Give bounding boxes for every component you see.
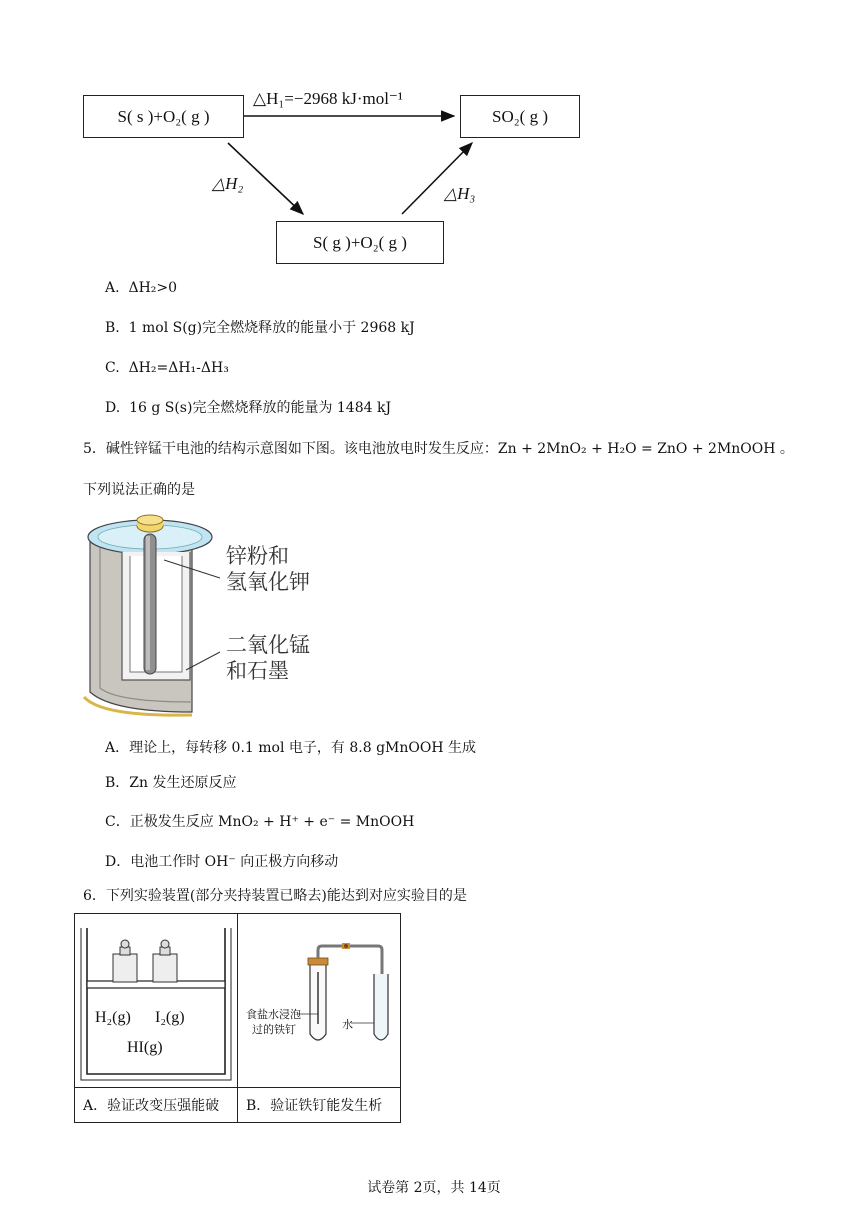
q6-apparatus-table — [74, 913, 401, 1123]
q4-option-d: D. 16 g S(s)完全燃烧释放的能量为 1484 kJ — [105, 400, 392, 416]
dh1-label: △H₁=−2968 kJ·mol⁻¹ — [253, 89, 403, 108]
label-anode-2: 氢氧化钾 — [226, 570, 310, 594]
dh2-label: △H₂ — [212, 174, 244, 193]
caption-a: A．验证改变压强能破 — [75, 1088, 238, 1123]
q4-option-c: C. ΔH₂=ΔH₁-ΔH₃ — [105, 360, 229, 376]
i2-label: I₂(g) — [155, 1009, 185, 1026]
q5-stem: 5．碱性锌锰干电池的结构示意图如下图。该电池放电时发生反应：Zn + 2MnO₂ + H₂O = ZnO + 2MnOOH 。 — [83, 441, 794, 457]
h2-label: H₂(g) — [95, 1009, 131, 1026]
q5-stem-2: 下列说法正确的是 — [83, 482, 195, 498]
box-s-solid: S( s )+O₂( g ) — [83, 95, 244, 138]
nail-label-1: 食盐水浸泡 — [246, 1008, 301, 1021]
page-footer: 试卷第 2页，共 14页 — [367, 1180, 501, 1196]
q4-option-a: A. ΔH₂>0 — [105, 280, 178, 296]
label-anode-1: 锌粉和 — [226, 544, 289, 568]
q5-option-c: C．正极发生反应 MnO₂ + H⁺ + e⁻ = MnOOH — [105, 814, 415, 830]
pressure-vessel-figure — [75, 914, 237, 1087]
hi-label: HI(g) — [127, 1039, 163, 1056]
q4-option-b: B. 1 mol S(g)完全燃烧释放的能量小于 2968 kJ — [105, 320, 415, 336]
water-label: 水 — [342, 1018, 353, 1031]
q5-option-d: D．电池工作时 OH⁻ 向正极方向移动 — [105, 854, 339, 870]
label-cathode-1: 二氧化锰 — [226, 633, 310, 657]
q5-option-b: B．Zn 发生还原反应 — [105, 775, 237, 791]
nail-label-2: 过的铁钉 — [252, 1023, 296, 1036]
cell-a-figure — [75, 914, 238, 1088]
dh3-label: △H₃ — [444, 184, 476, 203]
label-cathode-2: 和石墨 — [226, 659, 289, 683]
cell-b-figure — [238, 914, 401, 1088]
box-so2: SO₂( g ) — [460, 95, 580, 138]
diagram-arrows — [0, 0, 868, 300]
box-s-gas: S( g )+O₂( g ) — [276, 221, 444, 264]
caption-b: B．验证铁钉能发生析 — [238, 1088, 401, 1123]
iron-nail-corrosion-figure — [238, 914, 400, 1087]
q6-stem: 6．下列实验装置(部分夹持装置已略去)能达到对应实验目的是 — [83, 888, 467, 904]
q5-option-a: A．理论上，每转移 0.1 mol 电子，有 8.8 gMnOOH 生成 — [105, 740, 476, 756]
